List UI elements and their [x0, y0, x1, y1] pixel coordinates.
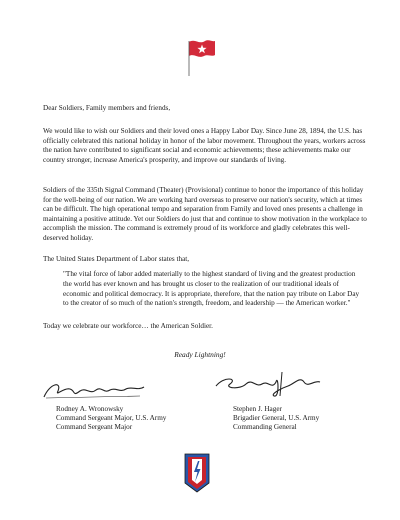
signer-position: Commanding General — [233, 423, 297, 432]
paragraph-signal-command: Soldiers of the 335th Signal Command (Theater) (Provisional) continue to honor the importance of this holiday for the well-being of our nation. We are working hard overseas to preserve our nation's security, which at times can be difficult. The high operational tempo and separation from Family and loved ones presents a challenge in maintaining a positive attitude. Yet our Soldiers do just that and continue to show motivation in the workplace to accomplish the mission. The command is extremely proud of its workforce and gladly celebrates this well-deserved holiday. — [43, 186, 367, 242]
signer-title: Brigadier General, U.S. Army — [233, 414, 320, 423]
signer-block-right — [233, 405, 319, 433]
greeting: Dear Soldiers, Family members and friends, — [43, 104, 171, 112]
paragraph-dol-intro: The United States Department of Labor states that, — [43, 255, 190, 263]
signer-block-left — [56, 405, 166, 433]
closing-line: Ready Lightning! — [174, 350, 226, 359]
signer-name: Rodney A. Wronowsky — [56, 405, 124, 413]
signal-command-patch-icon — [184, 453, 210, 493]
signer-title: Command Sergeant Major, U.S. Army — [56, 414, 167, 423]
general-officer-flag-icon — [187, 36, 217, 78]
signer-name: Stephen J. Hager — [233, 405, 282, 413]
signer-position: Command Sergeant Major — [56, 423, 133, 432]
signature-right — [210, 368, 325, 400]
signature-left — [40, 377, 150, 401]
dol-quote: "The vital force of labor added materially to the highest standard of living and the greatest production the world has ever known and has brought us closer to the realization of our traditional ideals of economic and political democracy. It is appropriate, therefore, that the nation pay tribute on Labor Day to the creator of so much of the nation's strength, freedom, and leadership — the American worker." — [63, 270, 360, 308]
paragraph-labor-day: We would like to wish our Soldiers and their loved ones a Happy Labor Day. Since June 28, 1894, the U.S. has officially celebrated this national holiday in honor of the labor movement. Throughout the years, workers across the nation have contributed to significant social and economic achievements; these achievements make our country stronger, increase America's prosperity, and improve our standards of living. — [43, 127, 366, 164]
paragraph-celebrate: Today we celebrate our workforce… the American Soldier. — [43, 322, 213, 330]
